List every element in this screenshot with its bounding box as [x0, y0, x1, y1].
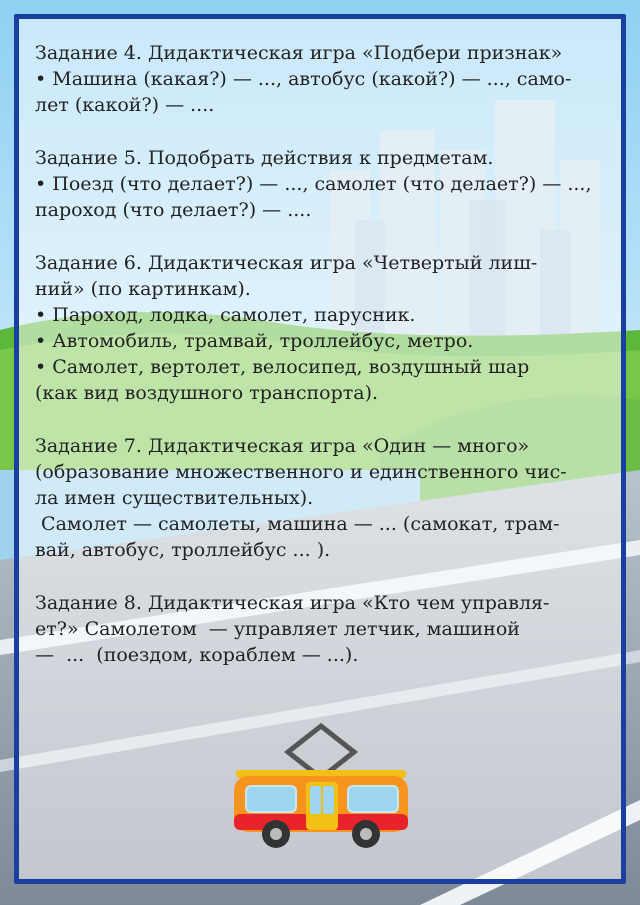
task-7-line-2: (образование множественного и единственного чис- — [35, 461, 567, 483]
task-7-line-5: вай, автобус, троллейбус ... ). — [35, 539, 331, 561]
task-6-line-2: ний» (по картинкам). — [35, 278, 251, 300]
task-4-line-3: лет (какой?) — .... — [35, 94, 215, 116]
tram-icon — [226, 722, 416, 854]
task-7-line-3: ла имен существительных). — [35, 487, 314, 509]
task-7 — [35, 433, 625, 563]
task-7-line-4: Самолет — самолеты, машина — ... (самокат, трам- — [35, 513, 560, 535]
task-8 — [35, 590, 625, 668]
task-6-line-4: • Автомобиль, трамвай, троллейбус, метро. — [35, 330, 474, 352]
task-6-line-3: • Пароход, лодка, самолет, парусник. — [35, 304, 416, 326]
task-6-line-5: • Самолет, вертолет, велосипед, воздушный шар — [35, 356, 530, 378]
task-4-line-2: • Машина (какая?) — ..., автобус (какой?) — ..., само- — [35, 68, 572, 90]
task-8-line-2: ет?» Самолетом — управляет летчик, машиной — [35, 618, 520, 640]
task-5-line-1: Задание 5. Подобрать действия к предметам. — [35, 147, 494, 169]
task-5-line-2: • Поезд (что делает?) — ..., самолет (что делает?) — ..., — [35, 173, 592, 195]
task-8-line-1: Задание 8. Дидактическая игра «Кто чем управля- — [35, 592, 550, 614]
task-4 — [35, 40, 625, 118]
task-5-line-3: пароход (что делает?) — .... — [35, 199, 312, 221]
task-6 — [35, 250, 625, 406]
task-7-line-1: Задание 7. Дидактическая игра «Один — много» — [35, 435, 530, 457]
tasks-content — [35, 40, 625, 695]
task-4-line-1: Задание 4. Дидактическая игра «Подбери признак» — [35, 42, 563, 64]
task-8-line-3: — ... (поездом, кораблем — ...). — [35, 644, 359, 666]
task-6-line-1: Задание 6. Дидактическая игра «Четвертый лиш- — [35, 252, 538, 274]
task-5 — [35, 145, 625, 223]
task-6-line-6: (как вид воздушного транспорта). — [35, 382, 379, 404]
